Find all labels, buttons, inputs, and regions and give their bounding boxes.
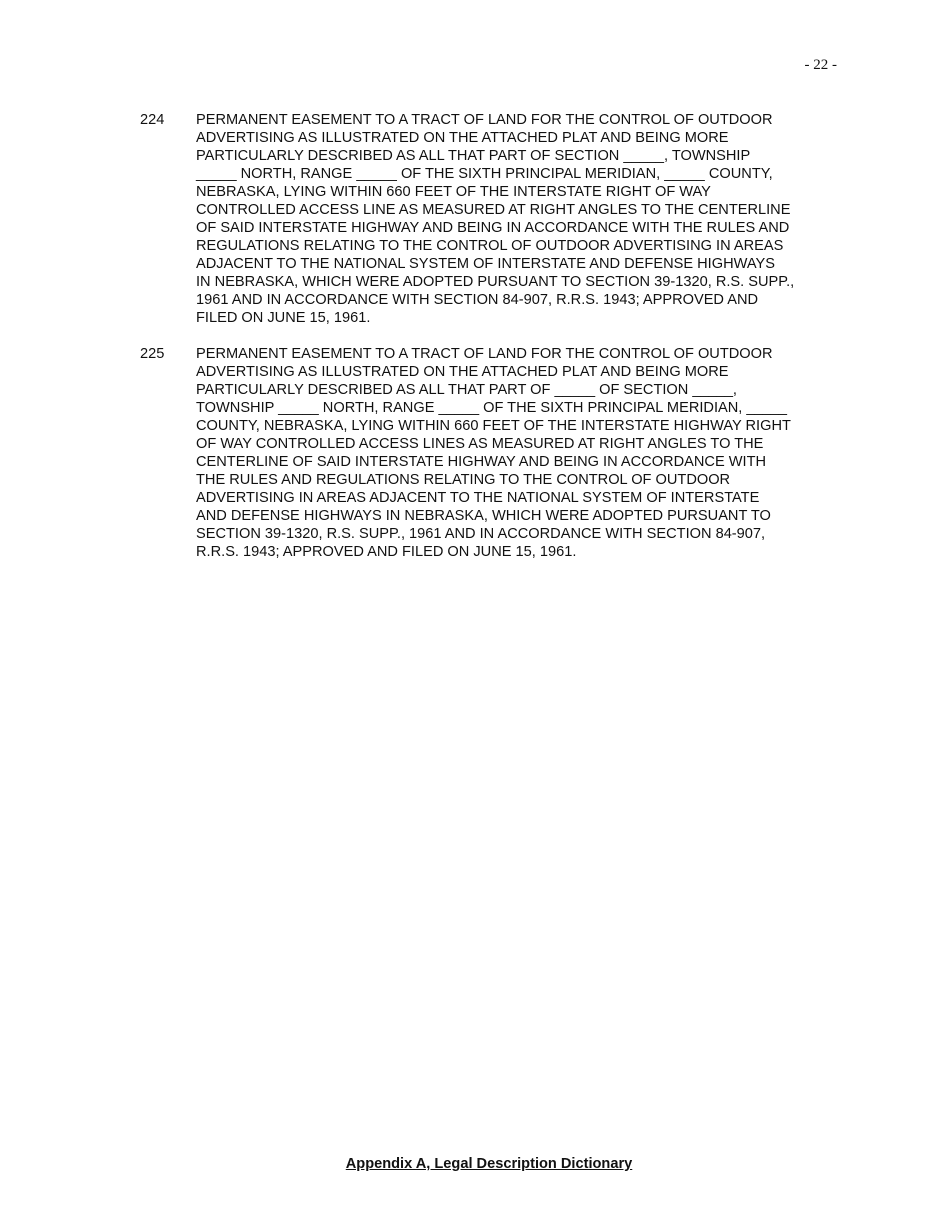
description-line: ADVERTISING AS ILLUSTRATED ON THE ATTACHED PLAT AND BEING MORE bbox=[196, 130, 729, 146]
page-number: - 22 - bbox=[804, 57, 837, 73]
appendix-footer-title: Appendix A, Legal Description Dictionary bbox=[345, 1156, 633, 1172]
description-line: REGULATIONS RELATING TO THE CONTROL OF OUTDOOR ADVERTISING IN AREAS bbox=[196, 238, 784, 254]
description-line: 1961 AND IN ACCORDANCE WITH SECTION 84-907, R.R.S. 1943; APPROVED AND bbox=[196, 292, 759, 308]
description-line: COUNTY, NEBRASKA, LYING WITHIN 660 FEET OF THE INTERSTATE HIGHWAY RIGHT bbox=[196, 418, 791, 434]
description-line: IN NEBRASKA, WHICH WERE ADOPTED PURSUANT TO SECTION 39-1320, R.S. SUPP., bbox=[196, 274, 795, 290]
description-line: PARTICULARLY DESCRIBED AS ALL THAT PART OF _____ OF SECTION _____, bbox=[196, 382, 737, 398]
description-line: PARTICULARLY DESCRIBED AS ALL THAT PART OF SECTION _____, TOWNSHIP bbox=[196, 148, 751, 164]
description-line: _____ NORTH, RANGE _____ OF THE SIXTH PRINCIPAL MERIDIAN, _____ COUNTY, bbox=[196, 166, 773, 182]
description-line: AND DEFENSE HIGHWAYS IN NEBRASKA, WHICH WERE ADOPTED PURSUANT TO bbox=[196, 508, 771, 524]
description-line: CONTROLLED ACCESS LINE AS MEASURED AT RIGHT ANGLES TO THE CENTERLINE bbox=[196, 202, 791, 218]
description-line: SECTION 39-1320, R.S. SUPP., 1961 AND IN ACCORDANCE WITH SECTION 84-907, bbox=[196, 526, 766, 542]
description-line: ADVERTISING IN AREAS ADJACENT TO THE NATIONAL SYSTEM OF INTERSTATE bbox=[196, 490, 760, 506]
description-line: TOWNSHIP _____ NORTH, RANGE _____ OF THE SIXTH PRINCIPAL MERIDIAN, _____ bbox=[196, 400, 787, 416]
description-line: ADVERTISING AS ILLUSTRATED ON THE ATTACHED PLAT AND BEING MORE bbox=[196, 364, 729, 380]
description-line: PERMANENT EASEMENT TO A TRACT OF LAND FOR THE CONTROL OF OUTDOOR bbox=[196, 346, 773, 362]
entry-number: 225 bbox=[140, 346, 165, 362]
description-line: CENTERLINE OF SAID INTERSTATE HIGHWAY AND BEING IN ACCORDANCE WITH bbox=[196, 454, 767, 470]
description-line: THE RULES AND REGULATIONS RELATING TO THE CONTROL OF OUTDOOR bbox=[196, 472, 731, 488]
entry-224 bbox=[140, 111, 845, 327]
entry-number: 224 bbox=[140, 112, 165, 128]
description-line: R.R.S. 1943; APPROVED AND FILED ON JUNE 15, 1961. bbox=[196, 544, 577, 560]
description-line: FILED ON JUNE 15, 1961. bbox=[196, 310, 371, 326]
description-line: PERMANENT EASEMENT TO A TRACT OF LAND FOR THE CONTROL OF OUTDOOR bbox=[196, 112, 773, 128]
entry-list bbox=[140, 111, 845, 579]
entry-225 bbox=[140, 345, 845, 561]
description-line: ADJACENT TO THE NATIONAL SYSTEM OF INTERSTATE AND DEFENSE HIGHWAYS bbox=[196, 256, 775, 272]
description-line: OF WAY CONTROLLED ACCESS LINES AS MEASURED AT RIGHT ANGLES TO THE bbox=[196, 436, 764, 452]
entry-description bbox=[196, 111, 845, 327]
entry-description bbox=[196, 345, 845, 561]
description-line: NEBRASKA, LYING WITHIN 660 FEET OF THE INTERSTATE RIGHT OF WAY bbox=[196, 184, 711, 200]
description-line: OF SAID INTERSTATE HIGHWAY AND BEING IN ACCORDANCE WITH THE RULES AND bbox=[196, 220, 790, 236]
